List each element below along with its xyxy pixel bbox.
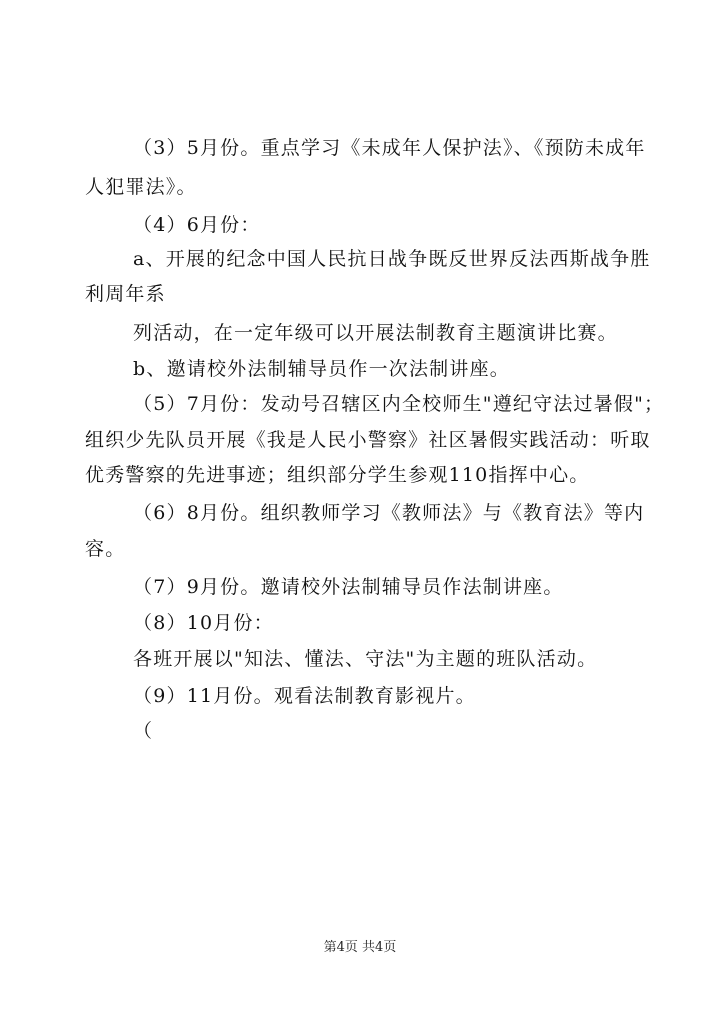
paragraph-line: 人犯罪法》。 — [85, 176, 197, 198]
paragraph-line: （8）10月份： — [133, 612, 274, 634]
paragraph-line: 各班开展以"知法、懂法、守法"为主题的班队活动。 — [133, 648, 598, 670]
paragraph-line: （6）8月份。组织教师学习《教师法》与《教育法》等内 — [133, 502, 645, 524]
paragraph-line: b、邀请校外法制辅导员作一次法制讲座。 — [133, 358, 510, 380]
paragraph-line: 组织少先队员开展《我是人民小警察》社区暑假实践活动：听取 — [85, 429, 651, 451]
paragraph-line: （7）9月份。邀请校外法制辅导员作法制讲座。 — [133, 576, 564, 598]
page-footer: 第4页 共4页 — [323, 940, 397, 955]
paragraph-line: （9）11月份。观看法制教育影视片。 — [133, 685, 476, 707]
paragraph-line: 利周年系 — [85, 283, 166, 305]
paragraph-line: 列活动，在一定年级可以开展法制教育主题演讲比赛。 — [133, 322, 618, 344]
paragraph-line: （ — [133, 720, 154, 742]
paragraph-line: 优秀警察的先进事迹；组织部分学生参观110指挥中心。 — [85, 464, 590, 486]
paragraph-line: a、开展的纪念中国人民抗日战争既反世界反法西斯战争胜 — [133, 248, 651, 270]
paragraph-line: （5）7月份：发动号召辖区内全校师生"遵纪守法过暑假"； — [133, 393, 665, 415]
paragraph-line: （3）5月份。重点学习《未成年人保护法》、《预防未成年 — [133, 137, 646, 159]
paragraph-line: （4）6月份： — [133, 214, 261, 236]
paragraph-line: 容。 — [85, 538, 126, 560]
